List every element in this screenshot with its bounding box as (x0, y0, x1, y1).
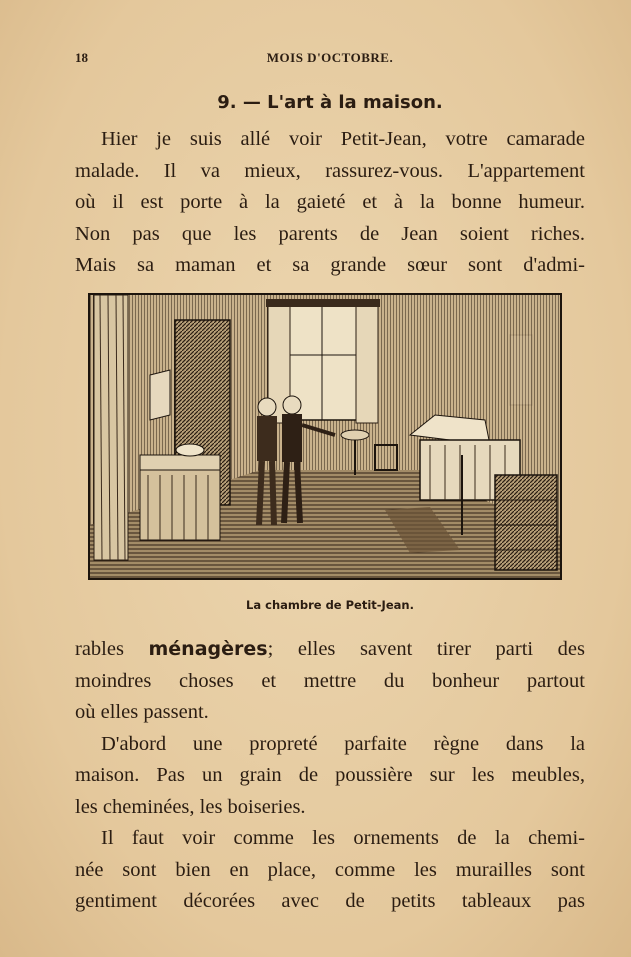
text-span: rables (75, 638, 149, 660)
text-line: maison. Pas un grain de poussière sur les meubles, (75, 764, 585, 786)
section-title: 9. — L'art à la maison. (217, 92, 443, 113)
text-line: les cheminées, les boiseries. (75, 795, 306, 818)
text-line (75, 634, 585, 666)
text-line: Non pas que les parents de Jean soient riches. (75, 222, 585, 245)
text-line: née sont bien en place, comme les murailles sont (75, 858, 585, 881)
page-header (75, 50, 585, 70)
text-span: ; elles savent tirer parti des (267, 638, 585, 660)
text-line: où elles passent. (75, 701, 209, 723)
text-line: Il faut voir comme les ornements de la chemi- (101, 827, 585, 849)
text-line: Hier je suis allé voir Petit-Jean, votre camarade (101, 128, 585, 150)
page-number: 18 (75, 50, 88, 65)
paragraph-1 (75, 124, 585, 282)
text-line: moindres choses et mettre du bonheur partout (75, 669, 585, 692)
bold-term: ménagères (148, 638, 268, 660)
text-line: Mais sa maman et sa grande sœur sont d'admi- (75, 254, 585, 276)
text-line: gentiment décorées avec de petits tableaux pas (75, 890, 585, 912)
paragraph-continued (75, 634, 585, 918)
text-line: malade. Il va mieux, rassurez-vous. L'appartement (75, 159, 585, 182)
engraving-image (90, 295, 560, 578)
text-line: où il est porte à la gaieté et à la bonne humeur. (75, 191, 585, 213)
text-line: D'abord une propreté parfaite règne dans la (101, 732, 585, 755)
illustration-bedroom (88, 293, 562, 580)
figure-caption: La chambre de Petit-Jean. (246, 598, 414, 612)
running-title: MOIS D'OCTOBRE. (266, 50, 394, 65)
